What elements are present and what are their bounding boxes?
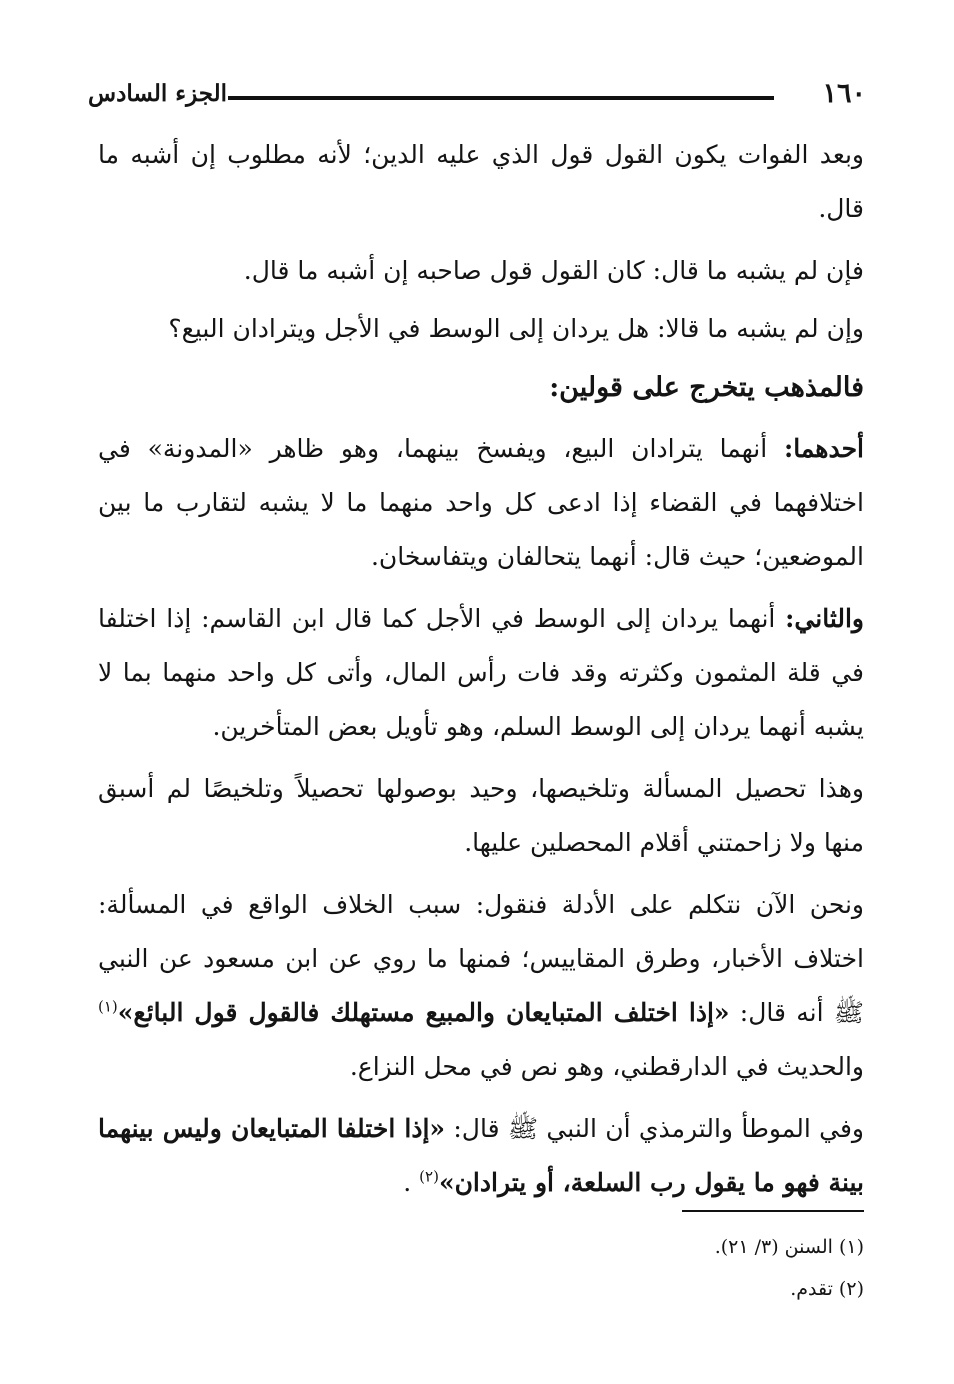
page-number: ١٦٠ [822,78,866,109]
evidence-intro: ونحن الآن نتكلم على الأدلة فنقول: سبب الخلاف الواقع في المسألة: اختلاف الأخبار، وطرق المقاييس؛ فمنها ما روي عن ابن مسعود عن النبي ﷺ أنه قال: [98,890,864,1027]
hadith-quote-1: «إذا اختلف المتبايعان والمبيع مستهلك فالقول قول البائع» [117,998,730,1027]
evidence-outro: والحديث في الدارقطني، وهو نص في محل النزاع. [349,1052,864,1081]
first-opinion-text: أنهما يترادان البيع، ويفسخ بينهما، وهو ظاهر «المدونة» في اختلافهما في القضاء إذا ادعى كل واحد منهما ما لا يشبه لتقارب ما بين الموضعين؛ حيث قال: أنهما يتحالفان ويتفاسخان. [98,434,864,571]
footnote-2: (٢) تقدم. [790,1278,864,1300]
paragraph-second-opinion [98,592,864,754]
footnotes [400,1226,864,1310]
paragraph-muwatta [98,1102,864,1210]
paragraph-summary: وهذا تحصيل المسألة وتلخيصها، وحيد بوصولها تحصيلاً وتلخيصًا لم أسبق منها ولا زاحمتني أقلام المحصلين عليها. [98,774,864,857]
paragraph-first-opinion [98,422,864,584]
section-heading: فالمذهب يتخرج على قولين: [549,372,864,403]
hadith-quote-2: «إذا اختلفا المتبايعان وليس بينهما بينة فهو ما يقول رب السلعة، أو يترادان» [98,1114,864,1197]
page-header [88,78,866,118]
paragraph-not-similar: فإن لم يشبه ما قال: كان القول قول صاحبه إن أشبه ما قال. [243,256,864,285]
first-opinion-label: أحدهما: [783,434,864,463]
second-opinion-text: أنهما يردان إلى الوسط في الأجل كما قال ابن القاسم: إذا اختلفا في قلة المثمون وكثرته وقد فات رأس المال، وأتى كل واحد منهما بما لا يشبه أنهما يردان إلى الوسط السلم، وهو تأويل بعض المتأخرين. [98,604,864,741]
main-text [98,128,864,1218]
footnote-ref-1: (١) [98,997,118,1016]
footnote-separator [682,1210,864,1212]
muwatta-intro: وفي الموطأ والترمذي أن النبي ﷺ قال: [445,1114,864,1143]
second-opinion-label: والثاني: [785,604,864,633]
paragraph-after-loss: وبعد الفوات يكون القول قول الذي عليه الدين؛ لأنه مطلوب إن أشبه ما قال. [98,140,864,223]
header-rule [228,96,774,100]
paragraph-question: وإن لم يشبه ما قالا: هل يردان إلى الوسط في الأجل ويترادان البيع؟ [168,314,864,343]
paragraph-evidence [98,878,864,1094]
muwatta-outro: . [403,1168,420,1197]
footnote-ref-2: (٢) [419,1167,439,1186]
part-title: الجزء السادس [88,80,227,107]
footnote-1: (١) السنن (٣/ ٢١). [714,1236,864,1258]
